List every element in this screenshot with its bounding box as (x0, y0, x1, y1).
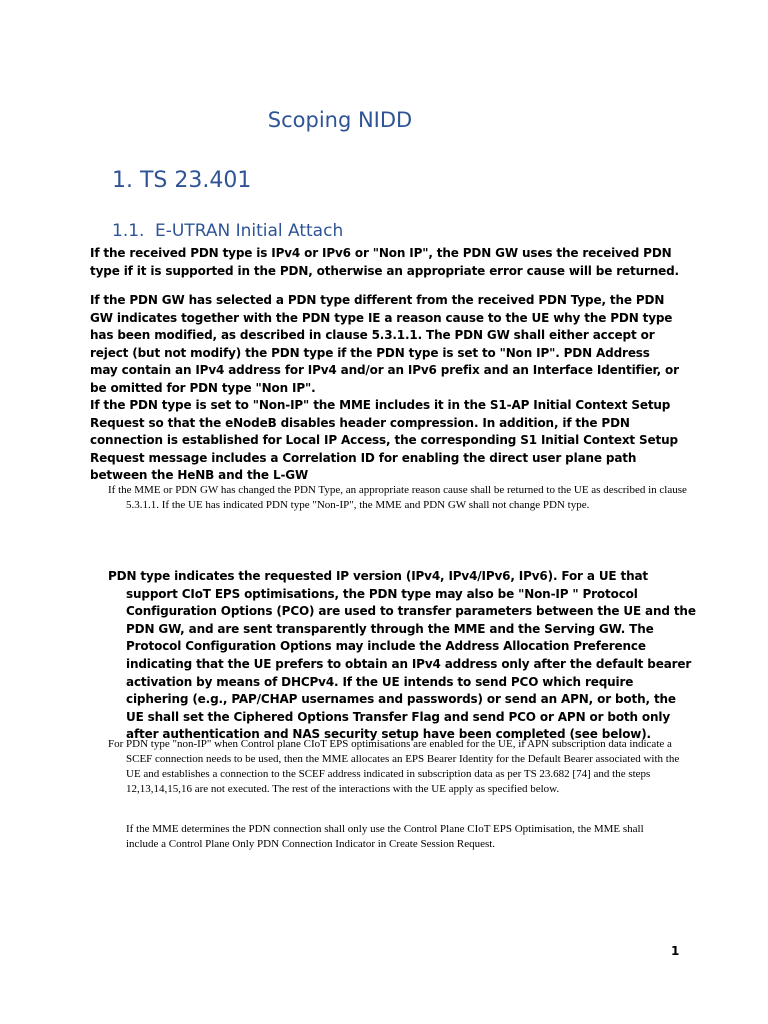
heading-ts-23-401: 1. TS 23.401 (112, 168, 252, 193)
paragraph-pdn-gw-selected: If the PDN GW has selected a PDN type different from the received PDN Type, the PDN GW indicates together with the PDN type IE a reason cause to the UE why the PDN type has been modified, as described in clause 5.3.1.1. The PDN GW shall either accept or reject (but not modify) the PDN type if the PDN type is set to "Non IP". PDN Address may contain an IPv4 address for IPv4 and/or an IPv6 prefix and an Interface Identifier, or be omitted for PDN type "Non IP". (90, 293, 679, 395)
note-pdn-type-changed: If the MME or PDN GW has changed the PDN Type, an appropriate reason cause shall be returned to the UE as described in clause 5.3.1.1. If the UE has indicated PDN type "Non-IP", the MME and PDN GW shall not change PDN type. (108, 484, 687, 511)
document-title: Scoping NIDD (267, 108, 413, 132)
paragraph-pdn-type-indicates: PDN type indicates the requested IP version (IPv4, IPv4/IPv6, IPv6). For a UE that support CIoT EPS optimisations, the PDN type may also be "Non-IP " Protocol Configuration Options (PCO) are used to transfer parameters between the UE and the PDN GW, and are sent transparently through the MME and the Serving GW. The Protocol Configuration Options may include the Address Allocation Preference indicating that the UE prefers to obtain an IPv4 address only after the default bearer activation by means of DHCPv4. If the UE intends to send PCO which require ciphering (e.g., PAP/CHAP usernames and passwords) or send an APN, or both, the UE shall set the Ciphered Options Transfer Flag and send PCO or APN or both only after authentication and NAS security setup have been completed (see below). (108, 569, 696, 742)
page-number: 1 (671, 944, 680, 958)
note-non-ip-control-plane: For PDN type "non-IP" when Control plane CIoT EPS optimisations are enabled for the UE, if APN subscription data indicate a SCEF connection needs to be used, then the MME allocates an EPS Bearer Identity for the Default Bearer associated with the UE and establishes a connection to the SCEF address indicated in subscription data as per TS 23.682 [74] and the steps 12,13,14,15,16 are not executed. The rest of the interactions with the UE apply as specified below. (108, 738, 680, 795)
paragraph-received-pdn-type: If the received PDN type is IPv4 or IPv6 or "Non IP", the PDN GW uses the received PDN type if it is supported in the PDN, otherwise an appropriate error cause will be returned. (90, 246, 679, 278)
note-control-plane-only: If the MME determines the PDN connection shall only use the Control Plane CIoT EPS Optimisation, the MME shall include a Control Plane Only PDN Connection Indicator in Create Session Request. (126, 823, 644, 850)
heading-e-utran-initial-attach (112, 221, 343, 241)
heading-text: E-UTRAN Initial Attach (155, 221, 344, 241)
heading-number: 1.1. (112, 221, 145, 241)
paragraph-non-ip-mme: If the PDN type is set to "Non-IP" the MME includes it in the S1-AP Initial Context Setup Request so that the eNodeB disables header compression. In addition, if the PDN connection is established for Local IP Access, the corresponding S1 Initial Context Setup Request message includes a Correlation ID for enabling the direct user plane path between the HeNB and the L-GW (90, 398, 678, 482)
